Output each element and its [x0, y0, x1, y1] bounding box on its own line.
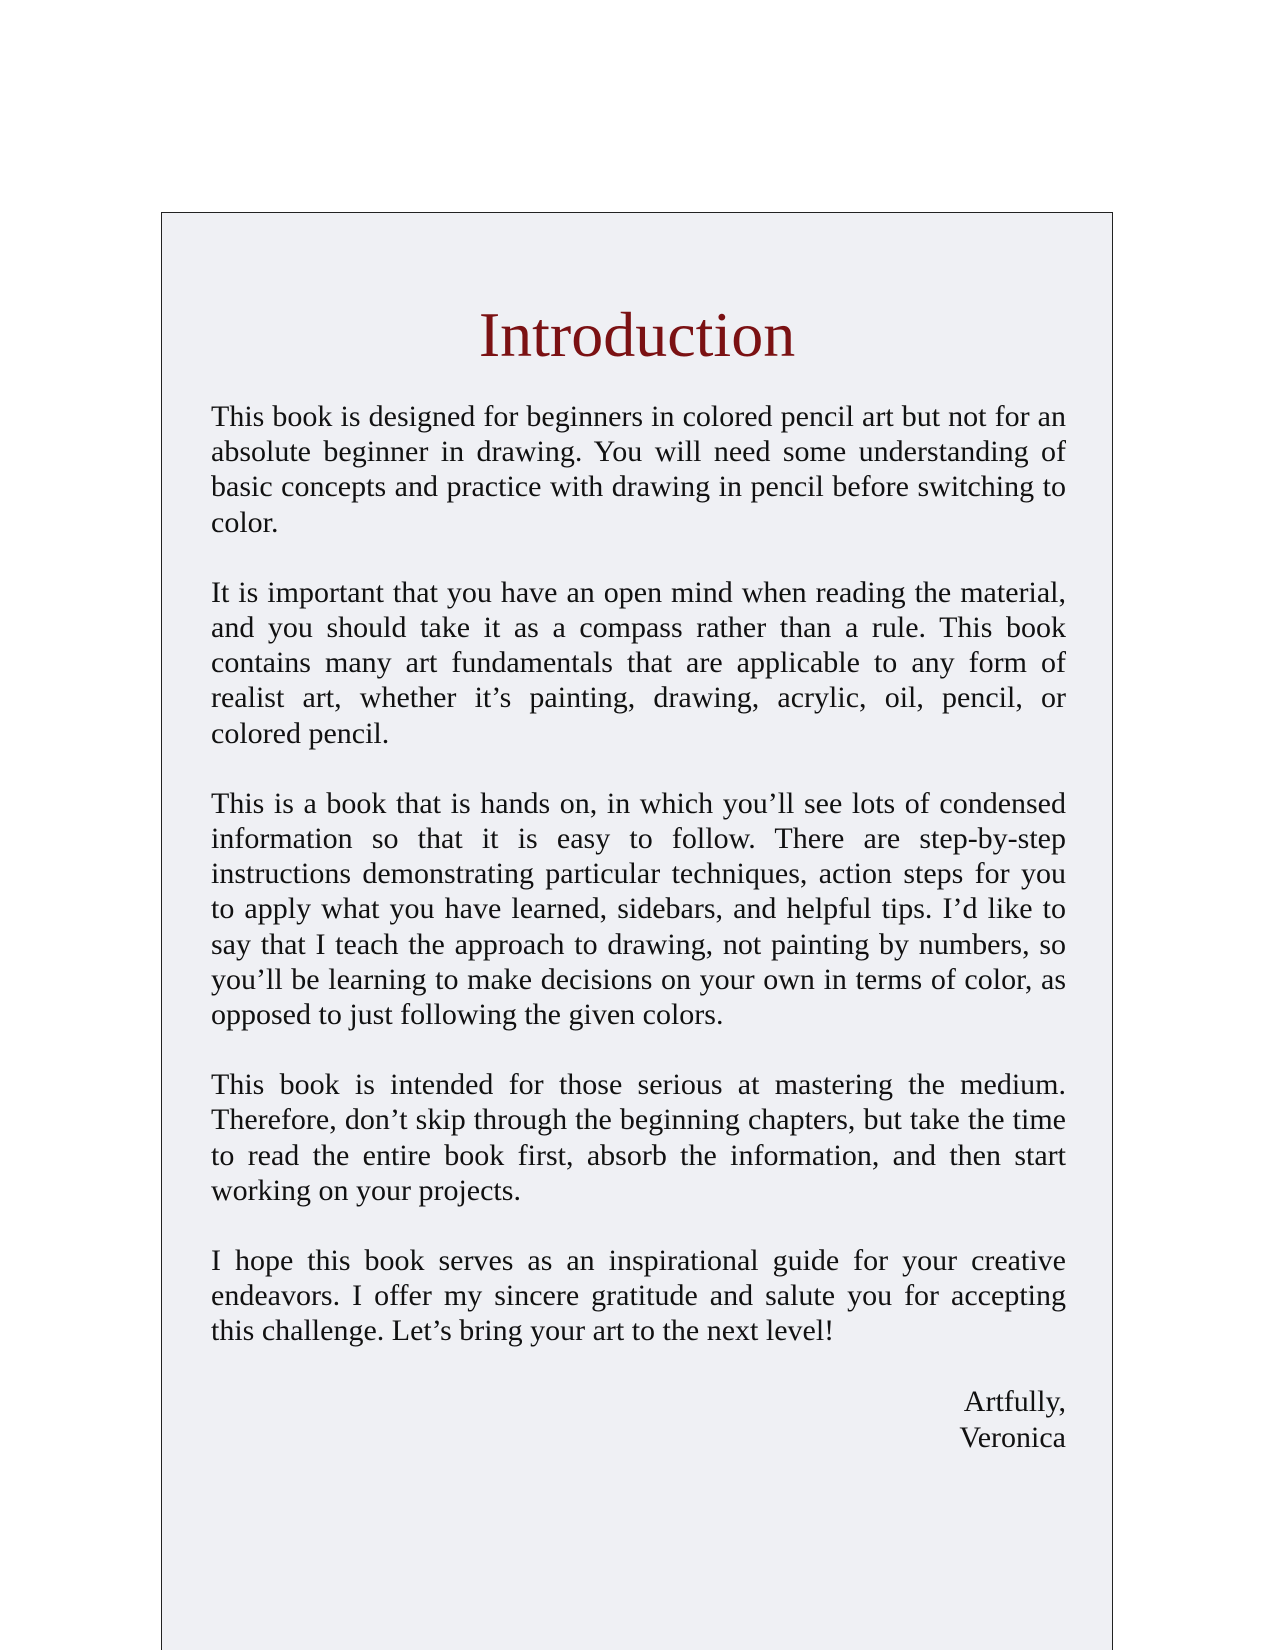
signoff: [211, 1384, 1066, 1456]
paragraph-1: This book is designed for beginners in colored pencil art but not for an absolute beginner in drawing. You will need some understanding of basic concepts and practice with drawing in pencil before switching to color.: [211, 400, 1066, 539]
paragraph-5: I hope this book serves as an inspirational guide for your creative endeavors. I offer my sincere gratitude and salute you for accepting this challenge. Let’s bring your art to the next level!: [211, 1244, 1066, 1348]
page-title: Introduction: [478, 299, 796, 370]
introduction-body: [211, 399, 1066, 1456]
paragraph-3: This is a book that is hands on, in which you’ll see lots of condensed information so that it is easy to follow. There are step-by-step instructions demonstrating particular techniques, action steps for you to apply what you have learned, sidebars, and helpful tips. I’d like to say that I teach the approach to drawing, not painting by numbers, so you’ll be learning to make decisions on your own in terms of color, as opposed to just following the given colors.: [211, 786, 1066, 1032]
signoff-closing: Artfully,: [963, 1384, 1066, 1418]
paragraph-4: This book is intended for those serious at mastering the medium. Therefore, don’t skip through the beginning chapters, but take the time to read the entire book first, absorb the information, and then start working on your projects.: [211, 1068, 1066, 1207]
introduction-box: [161, 212, 1113, 1650]
signoff-name: Veronica: [959, 1420, 1066, 1454]
paragraph-2: It is important that you have an open mind when reading the material, and you should take it as a compass rather than a rule. This book contains many art fundamentals that are applicable to any form of realist art, whether it’s painting, drawing, acrylic, oil, pencil, or colored pencil.: [211, 575, 1066, 750]
